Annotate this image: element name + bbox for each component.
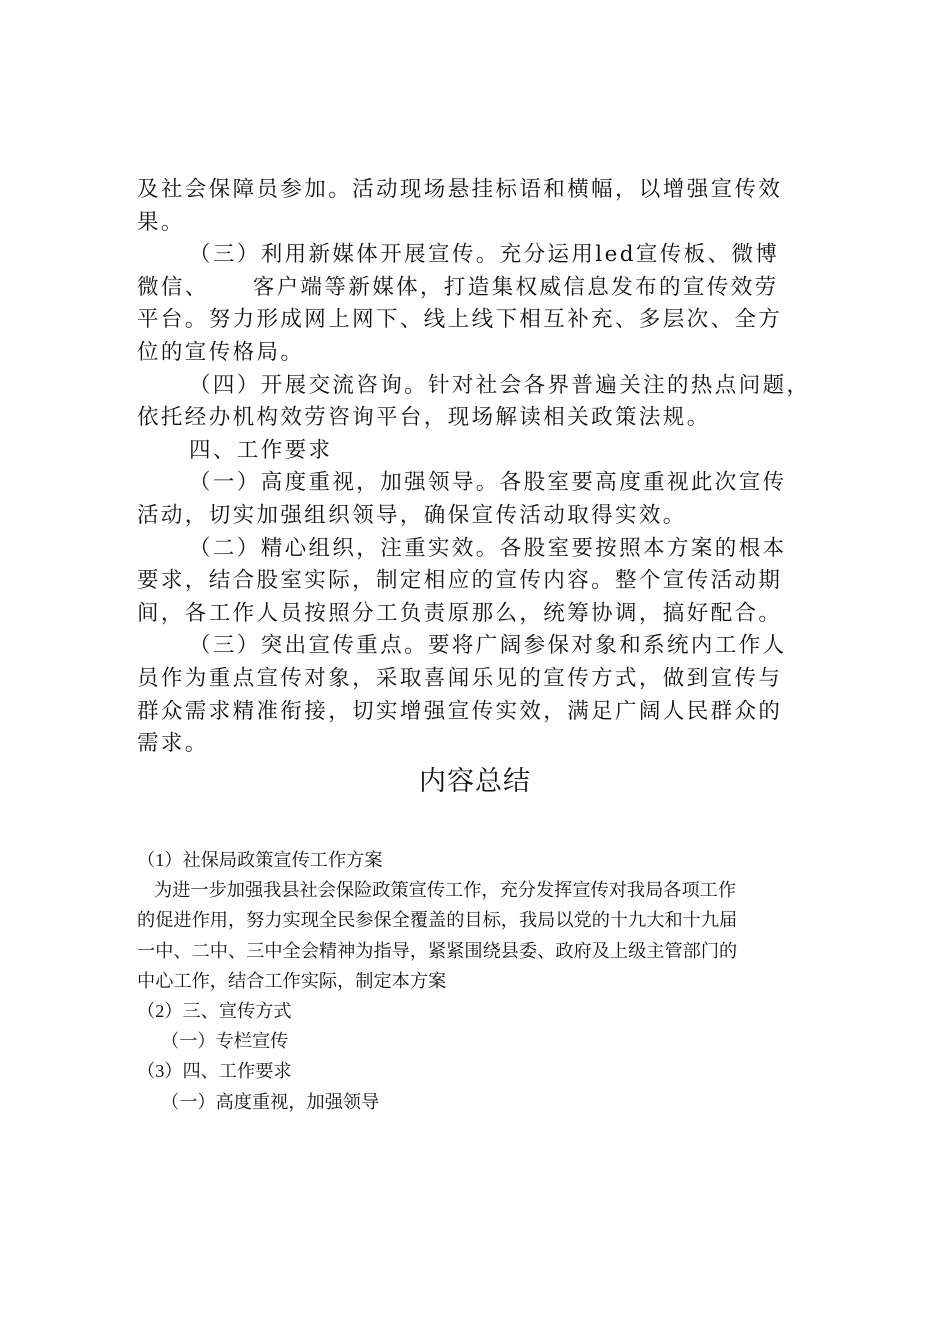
body-line-part: 客户端等新媒体，打造集权威信息发布的宣传效劳 <box>252 274 779 300</box>
body-line: 依托经办机构效劳咨询平台，现场解读相关政策法规。 <box>137 405 711 431</box>
body-line: 间，各工作人员按照分工负责原那么，统筹协调，搞好配合。 <box>137 600 783 626</box>
summary-item: （2）三、宣传方式 <box>137 1000 292 1021</box>
body-line: 活动，切实加强组织领导，确保宣传活动取得实效。 <box>137 502 687 528</box>
summary-line: 一中、二中、三中全会精神为指导，紧紧围绕县委、政府及上级主管部门的 <box>137 940 738 961</box>
body-line: 要求，结合股室实际，制定相应的宣传内容。整个宣传活动期 <box>137 568 783 594</box>
summary-line: 的促进作用，努力实现全民参保全覆盖的目标，我局以党的十九大和十九届 <box>137 910 738 931</box>
summary-line: 为进一步加强我县社会保险政策宣传工作，充分发挥宣传对我局各项工作 <box>154 880 737 901</box>
body-text <box>137 174 837 761</box>
summary-subitem: （一）高度重视，加强领导 <box>161 1091 380 1112</box>
body-line: （四）开展交流咨询。针对社会各界普遍关注的热点问题， <box>189 372 811 398</box>
body-line: （三）利用新媒体开展宣传。充分运用led宣传板、微博 <box>189 242 780 268</box>
body-line-split <box>137 272 837 305</box>
summary-line: 中心工作，结合工作实际，制定本方案 <box>137 970 447 991</box>
body-line: （一）高度重视，加强领导。各股室要高度重视此次宣传 <box>189 470 787 496</box>
summary-item: （1）社保局政策宣传工作方案 <box>137 850 383 870</box>
body-line: （二）精心组织，注重实效。各股室要按照本方案的根本 <box>189 535 787 561</box>
section-heading: 四、工作要求 <box>189 437 333 463</box>
body-line: 员作为重点宣传对象，采取喜闻乐见的宣传方式，做到宣传与 <box>137 665 783 691</box>
body-line: 平台。努力形成网上网下、线上线下相互补充、多层次、全方 <box>137 307 783 333</box>
summary-item: （3）四、工作要求 <box>137 1061 292 1082</box>
body-line: （三）突出宣传重点。要将广阔参保对象和系统内工作人 <box>189 633 787 659</box>
body-line: 需求。 <box>137 731 209 757</box>
body-line-part: 微信、 <box>137 274 209 300</box>
body-line: 及社会保障员参加。活动现场悬挂标语和横幅，以增强宣传效 <box>137 177 783 202</box>
body-line: 位的宣传格局。 <box>137 339 305 365</box>
summary-list <box>137 845 837 1117</box>
body-line: 群众需求精准衔接，切实增强宣传实效，满足广阔人民群众的 <box>137 698 783 724</box>
summary-title: 内容总结 <box>419 766 531 797</box>
summary-subitem: （一）专栏宣传 <box>161 1031 289 1052</box>
body-line: 果。 <box>137 209 185 235</box>
